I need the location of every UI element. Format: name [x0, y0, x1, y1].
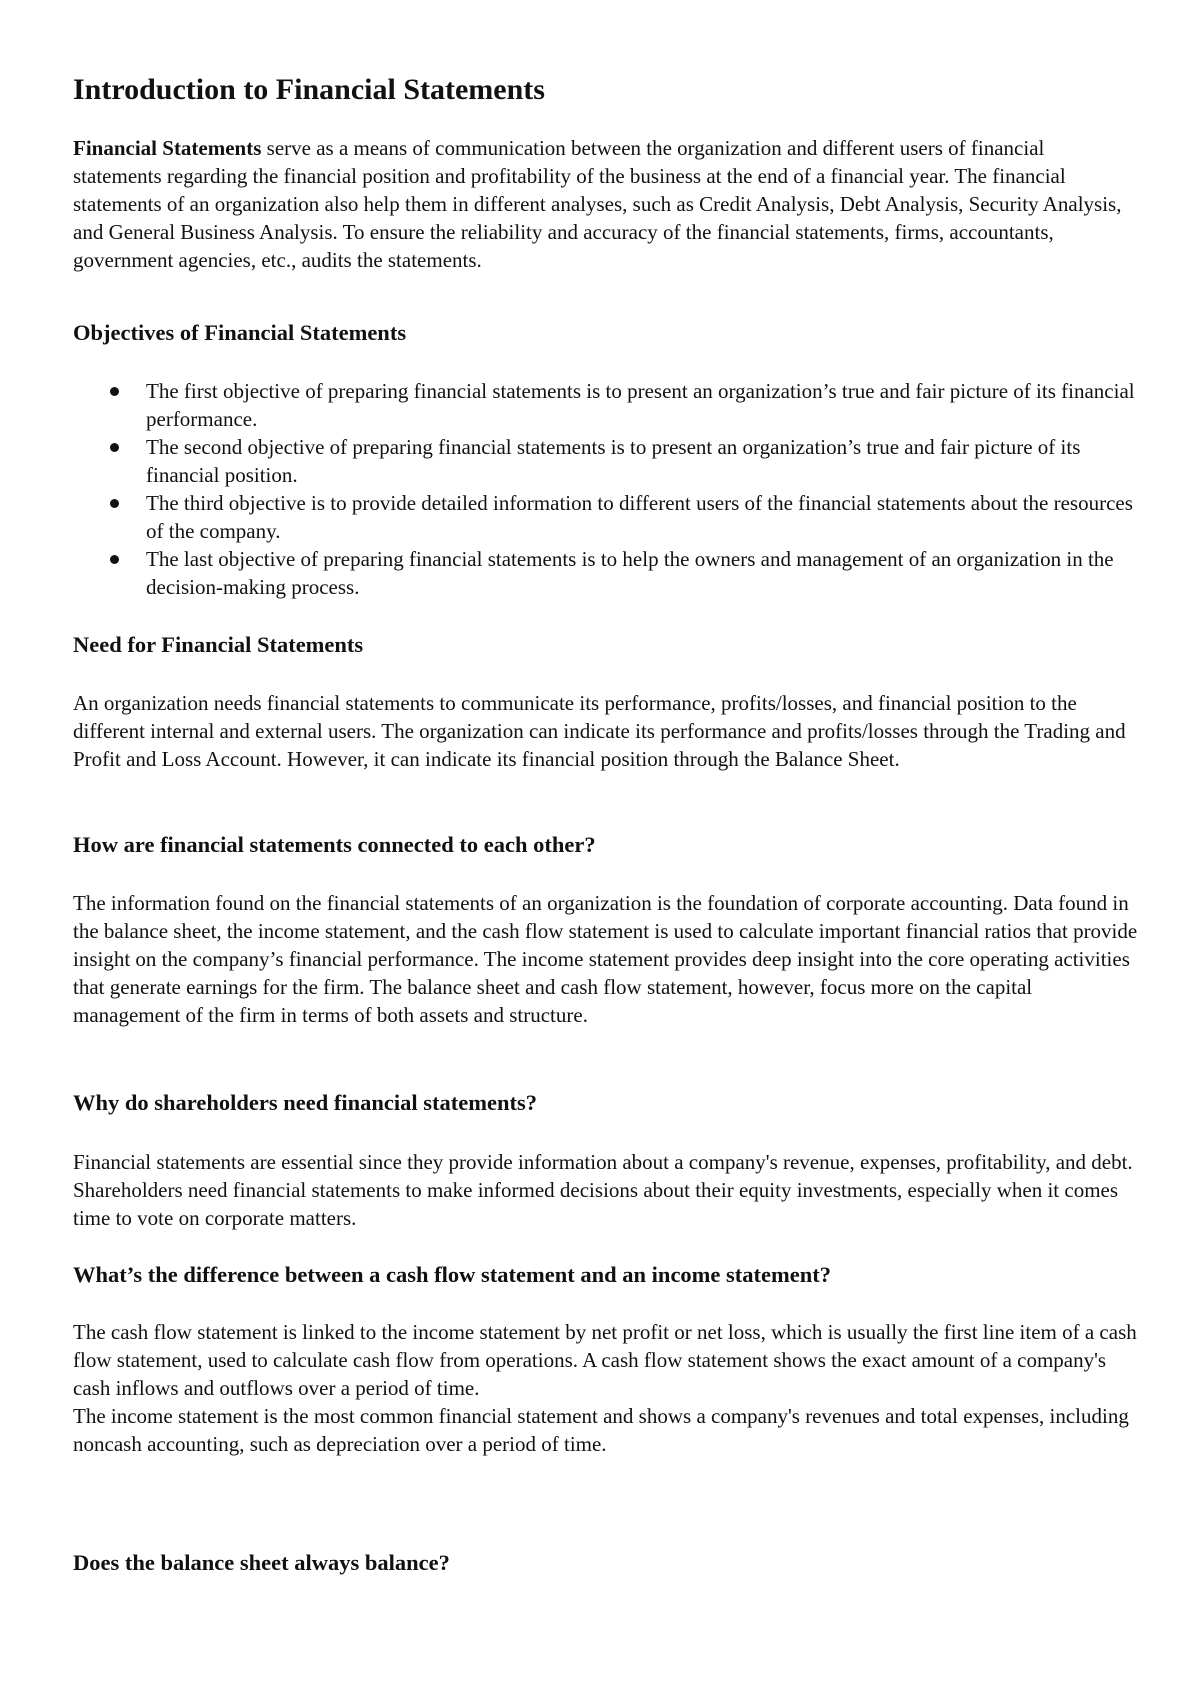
list-item-text: The first objective of preparing financial statements is to present an organization’s true and fair picture of its financial performance.: [146, 379, 1135, 431]
need-paragraph: An organization needs financial statements to communicate its performance, profits/losses, and financial position to the different internal and external users. The organization can indicate its performance and profits/losses through the Trading and Profit and Loss Account. However, it can indicate its financial position through the Balance Sheet.: [73, 691, 1126, 771]
page-title: Introduction to Financial Statements: [73, 73, 545, 106]
list-item: [73, 489, 1138, 545]
difference-paragraph-2: The income statement is the most common financial statement and shows a company's revenues and total expenses, including noncash accounting, such as depreciation over a period of time.: [73, 1404, 1129, 1456]
section-heading-shareholders: Why do shareholders need financial statements?: [73, 1090, 537, 1115]
list-item-text: The last objective of preparing financial statements is to help the owners and management of an organization in the decision-making process.: [146, 547, 1114, 599]
intro-lead-term: Financial Statements: [73, 136, 262, 160]
list-item-text: The third objective is to provide detailed information to different users of the financial statements about the resources of the company.: [146, 491, 1133, 543]
section-heading-connected: How are financial statements connected to each other?: [73, 832, 596, 857]
section-heading-difference: What’s the difference between a cash flow statement and an income statement?: [73, 1262, 832, 1287]
list-item: [73, 433, 1138, 489]
list-item-text: The second objective of preparing financial statements is to present an organization’s true and fair picture of its financial position.: [146, 435, 1081, 487]
connected-paragraph: The information found on the financial statements of an organization is the foundation of corporate accounting. Data found in the balance sheet, the income statement, and the cash flow statement is used to calculate important financial ratios that provide insight on the company’s financial performance. The income statement provides deep insight into the core operating activities that generate earnings for the firm. The balance sheet and cash flow statement, however, focus more on the capital management of the firm in terms of both assets and structure.: [73, 891, 1138, 1027]
section-heading-need: Need for Financial Statements: [73, 632, 364, 657]
bullet-icon: [110, 499, 119, 508]
objectives-list: [73, 377, 1138, 601]
bullet-icon: [110, 387, 119, 396]
intro-text: serve as a means of communication between the organization and different users of financial statements regarding the financial position and profitability of the business at the end of a financial year. The financial statements of an organization also help them in different analyses, such as Credit Analysis, Debt Analysis, Security Analysis, and General Business Analysis. To ensure the reliability and accuracy of the financial statements, firms, accountants, government agencies, etc., audits the statements.: [73, 136, 1122, 272]
bullet-icon: [110, 443, 119, 452]
difference-paragraph-1: The cash flow statement is linked to the income statement by net profit or net loss, which is usually the first line item of a cash flow statement, used to calculate cash flow from operations. A cash flow statement shows the exact amount of a company's cash inflows and outflows over a period of time.: [73, 1320, 1137, 1400]
shareholders-paragraph: Financial statements are essential since they provide information about a company's revenue, expenses, profitability, and debt. Shareholders need financial statements to make informed decisions about their equity investments, especially when it comes time to vote on corporate matters.: [73, 1150, 1133, 1230]
list-item: [73, 377, 1138, 433]
list-item: [73, 545, 1138, 601]
section-heading-objectives: Objectives of Financial Statements: [73, 320, 407, 345]
intro-paragraph: [73, 134, 1138, 274]
bullet-icon: [110, 555, 119, 564]
section-heading-balance: Does the balance sheet always balance?: [73, 1550, 450, 1575]
